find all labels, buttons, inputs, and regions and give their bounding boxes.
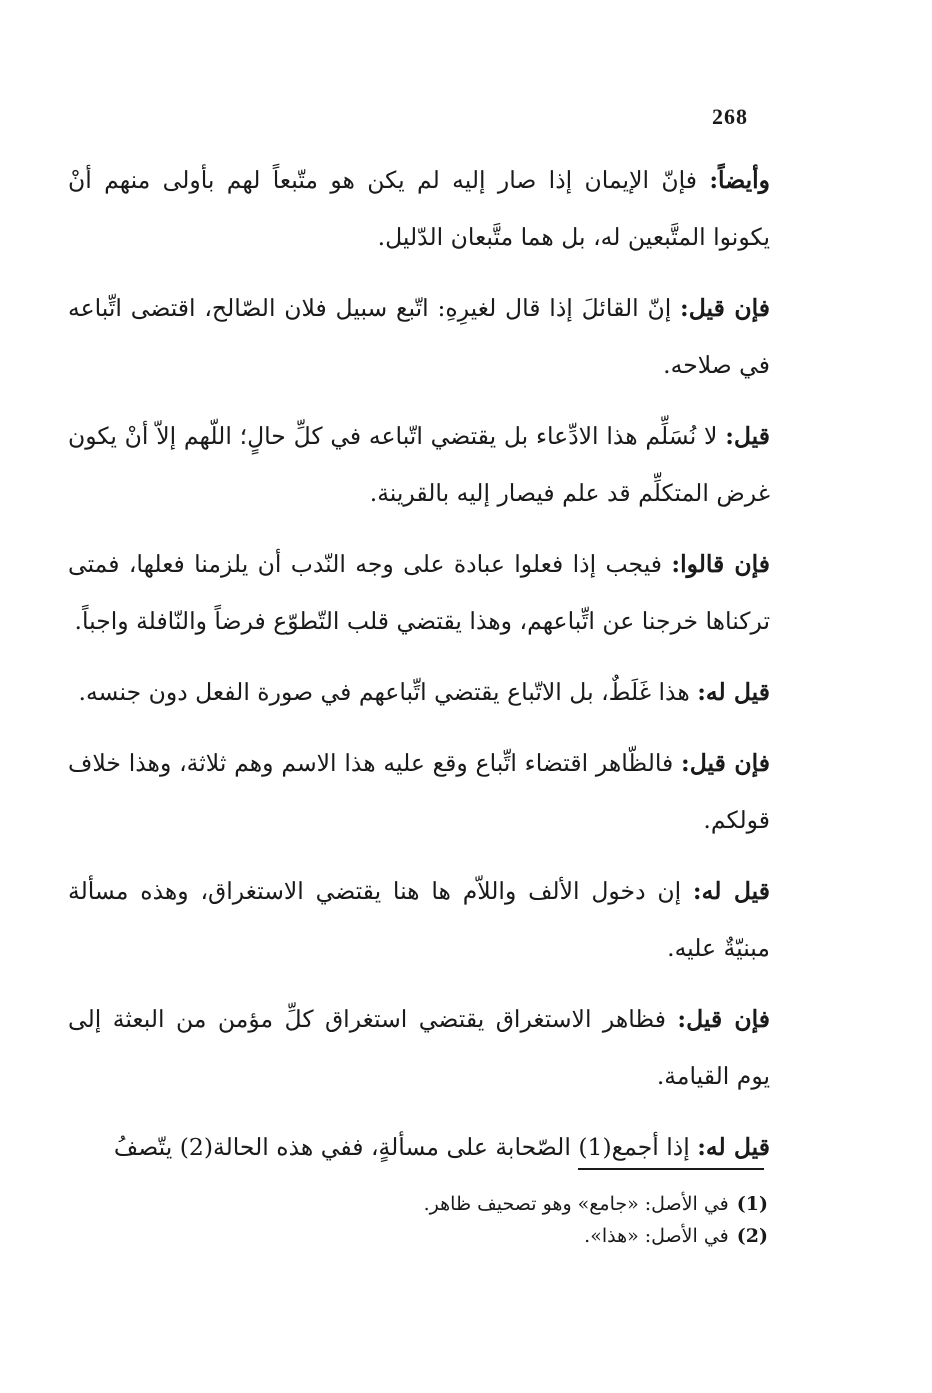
paragraph-lead: قيل له: xyxy=(697,1133,770,1161)
paragraph xyxy=(68,536,770,650)
paragraph xyxy=(68,991,770,1105)
paragraph-body: لا نُسَلِّم هذا الادِّعاء بل يقتضي اتّباعه في كلِّ حالٍ؛ اللّهم إلاّ أنْ يكون غرض المتكلِّم قد علم فيصار إليه بالقرينة. xyxy=(68,422,770,507)
paragraph-body: فظاهر الاستغراق يقتضي استغراق كلِّ مؤمن من البعثة إلى يوم القيامة. xyxy=(68,1005,770,1090)
paragraph-lead: فإن قيل: xyxy=(677,1005,770,1033)
footnote-text: في الأصل: «جامع» وهو تصحيف ظاهر. xyxy=(423,1193,729,1215)
paragraph-lead: فإن قالوا: xyxy=(671,550,770,578)
paragraph-body: فالظّاهر اقتضاء اتِّباع وقع عليه هذا الاسم وهم ثلاثة، وهذا خلاف قولكم. xyxy=(68,749,770,834)
paragraph xyxy=(68,408,770,522)
footnote-text: في الأصل: «هذا». xyxy=(584,1225,729,1247)
paragraph-body: فإنّ الإيمان إذا صار إليه لم يكن هو متّبعاً لهم بأولى منهم أنْ يكونوا المتَّبعين له، بل هما متَّبعان الدّليل. xyxy=(68,166,770,251)
footnotes xyxy=(68,1188,768,1252)
footnote-divider xyxy=(578,1168,764,1170)
paragraph-body: هذا غَلَطٌ، بل الاتّباع يقتضي اتِّباعهم في صورة الفعل دون جنسه. xyxy=(78,678,698,706)
page-number: 268 xyxy=(712,104,748,129)
paragraph-lead: فإن قيل: xyxy=(680,294,770,322)
paragraph-lead: قيل له: xyxy=(692,877,770,905)
paragraph xyxy=(68,863,770,977)
paragraph-body: إذا أجمع(1) الصّحابة على مسألةٍ، ففي هذه الحالة(2) يتّصفُ xyxy=(113,1133,698,1161)
paragraph-lead: فإن قيل: xyxy=(681,749,770,777)
footnote xyxy=(68,1188,768,1220)
footnote xyxy=(68,1220,768,1252)
paragraph xyxy=(68,280,770,394)
paragraph xyxy=(68,664,770,721)
paragraph-body: إن دخول الألف واللاّم ها هنا يقتضي الاستغراق، وهذه مسألة مبنيّةٌ عليه. xyxy=(68,877,770,962)
footnote-number: (2) xyxy=(736,1225,768,1247)
paragraph-lead: وأيضاً: xyxy=(709,166,770,194)
footnote-number: (1) xyxy=(736,1193,768,1215)
paragraph-lead: قيل: xyxy=(725,422,770,450)
paragraph xyxy=(68,152,770,266)
paragraph-body: فيجب إذا فعلوا عبادة على وجه النّدب أن يلزمنا فعلها، فمتى تركناها خرجنا عن اتِّباعهم، وهذا يقتضي قلب التّطوّع فرضاً والنّافلة واجباً. xyxy=(68,550,770,635)
paragraph xyxy=(68,735,770,849)
paragraph-lead: قيل له: xyxy=(697,678,770,706)
paragraph-body: إنّ القائلَ إذا قال لغيرِهِ: اتّبع سبيل فلان الصّالح، اقتضى اتِّباعه في صلاحه. xyxy=(68,294,770,379)
main-text xyxy=(68,152,770,1190)
